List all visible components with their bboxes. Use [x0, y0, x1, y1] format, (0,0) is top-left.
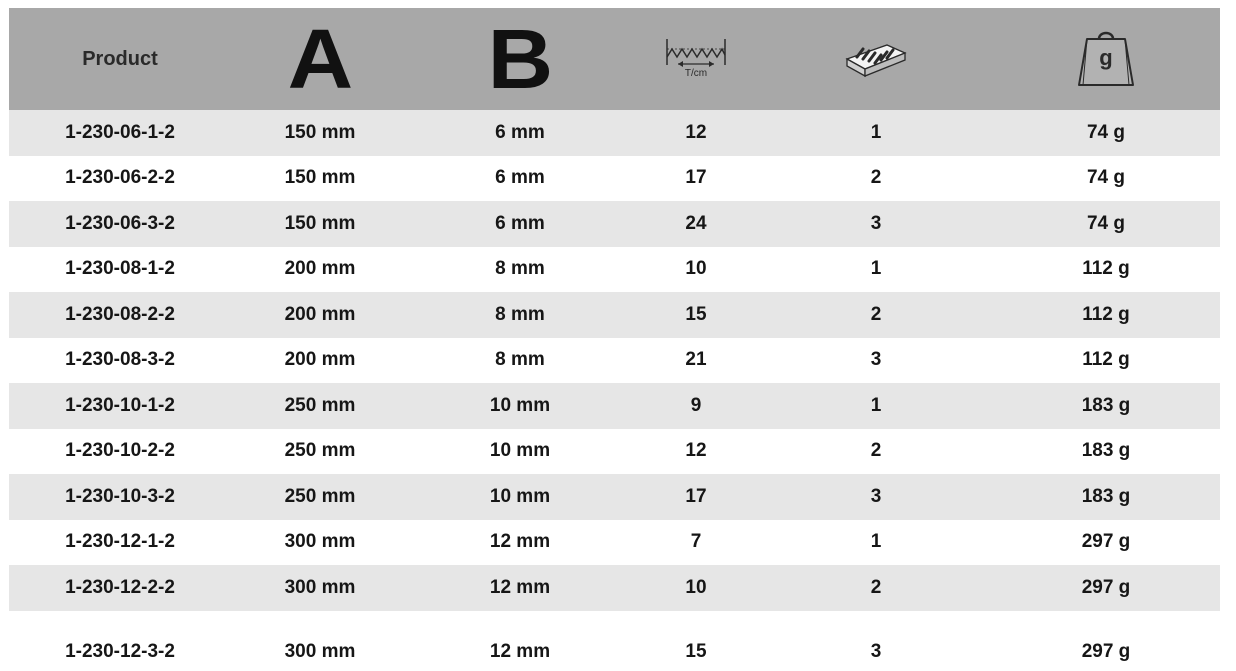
weight-cell: 112 g [1082, 349, 1130, 371]
length-a-cell: 150 mm [284, 212, 356, 234]
cut-grade-cell: 2 [870, 303, 882, 325]
length-a-cell: 200 mm [284, 349, 356, 371]
weight-cell: 297 g [1081, 640, 1131, 662]
length-a-cell: 300 mm [284, 640, 356, 662]
length-a-cell: 200 mm [284, 258, 356, 280]
cut-grade-cell: 2 [870, 576, 882, 598]
width-b-cell: 10 mm [489, 394, 551, 416]
header-a-label: A [287, 12, 353, 106]
product-code-cell: 1-230-06-3-2 [65, 212, 175, 234]
product-code-cell: 1-230-12-1-2 [65, 531, 175, 553]
product-code-cell: 1-230-10-1-2 [65, 394, 175, 416]
header-product [45, 8, 195, 110]
cut-grade-cell: 3 [870, 212, 882, 234]
product-code-cell: 1-230-08-1-2 [65, 258, 175, 280]
length-a-cell: 150 mm [284, 121, 356, 143]
teeth-per-cm-cell: 12 [685, 121, 707, 143]
weight-cell: 112 g [1082, 303, 1130, 325]
product-code-cell: 1-230-10-2-2 [65, 440, 175, 462]
table-body [9, 110, 1220, 663]
teeth-per-cm-icon [664, 35, 728, 83]
weight-cell: 183 g [1081, 394, 1131, 416]
teeth-per-cm-cell: 17 [685, 485, 707, 507]
width-b-cell: 6 mm [495, 167, 545, 189]
length-a-cell: 300 mm [284, 576, 356, 598]
header-length-a [245, 8, 395, 110]
product-code-cell: 1-230-10-3-2 [65, 485, 175, 507]
weight-cell: 74 g [1086, 121, 1126, 143]
width-b-cell: 6 mm [495, 121, 545, 143]
cut-grade-cell: 1 [870, 258, 882, 280]
length-a-cell: 250 mm [284, 394, 356, 416]
width-b-cell: 8 mm [495, 258, 545, 280]
header-cut-grade [801, 8, 951, 110]
table-row [9, 474, 1220, 520]
table-row [9, 292, 1220, 338]
product-code-cell: 1-230-12-3-2 [65, 640, 175, 662]
weight-cell: 183 g [1081, 485, 1131, 507]
cut-grade-cell: 1 [870, 394, 882, 416]
header-width-b [445, 8, 595, 110]
length-a-cell: 250 mm [284, 485, 356, 507]
weight-cell: 297 g [1081, 576, 1131, 598]
header-teeth-per-cm [621, 8, 771, 110]
table-row [9, 247, 1220, 293]
teeth-unit-label: T/cm [684, 68, 708, 79]
table-row [9, 383, 1220, 429]
cut-grade-cell: 3 [870, 640, 882, 662]
length-a-cell: 300 mm [284, 531, 356, 553]
table-row [9, 201, 1220, 247]
teeth-per-cm-cell: 10 [685, 576, 707, 598]
width-b-cell: 12 mm [489, 531, 551, 553]
width-b-cell: 10 mm [489, 485, 551, 507]
length-a-cell: 200 mm [284, 303, 356, 325]
table-row [9, 156, 1220, 202]
width-b-cell: 12 mm [489, 640, 551, 662]
cut-grade-cell: 3 [870, 485, 882, 507]
teeth-per-cm-cell: 7 [690, 531, 702, 553]
weight-cell: 74 g [1086, 167, 1126, 189]
header-weight [1031, 8, 1181, 110]
weight-cell: 112 g [1082, 258, 1130, 280]
width-b-cell: 12 mm [489, 576, 551, 598]
table-row [9, 611, 1220, 663]
header-b-label: B [487, 12, 553, 106]
length-a-cell: 250 mm [284, 440, 356, 462]
weight-icon [1075, 29, 1137, 89]
cut-grade-cell: 2 [870, 167, 882, 189]
weight-unit-label: g [1099, 45, 1113, 70]
weight-cell: 74 g [1086, 212, 1126, 234]
width-b-cell: 8 mm [495, 303, 545, 325]
table-row [9, 110, 1220, 156]
teeth-per-cm-cell: 12 [685, 440, 707, 462]
table-row [9, 520, 1220, 566]
length-a-cell: 150 mm [284, 167, 356, 189]
weight-cell: 183 g [1081, 440, 1131, 462]
teeth-per-cm-cell: 10 [685, 258, 707, 280]
header-product-label: Product [82, 47, 158, 70]
weight-cell: 297 g [1081, 531, 1131, 553]
teeth-per-cm-cell: 17 [685, 167, 707, 189]
product-code-cell: 1-230-06-1-2 [65, 121, 175, 143]
width-b-cell: 10 mm [489, 440, 551, 462]
product-spec-table [9, 8, 1220, 663]
cut-grade-cell: 1 [870, 531, 882, 553]
teeth-per-cm-cell: 15 [685, 303, 707, 325]
table-row [9, 565, 1220, 611]
product-code-cell: 1-230-12-2-2 [65, 576, 175, 598]
teeth-per-cm-cell: 24 [685, 212, 707, 234]
cut-grade-icon [843, 39, 909, 79]
teeth-per-cm-cell: 15 [685, 640, 707, 662]
table-row [9, 338, 1220, 384]
cut-grade-cell: 1 [870, 121, 882, 143]
width-b-cell: 6 mm [495, 212, 545, 234]
teeth-per-cm-cell: 9 [690, 394, 702, 416]
product-code-cell: 1-230-06-2-2 [65, 167, 175, 189]
cut-grade-cell: 3 [870, 349, 882, 371]
teeth-per-cm-cell: 21 [685, 349, 707, 371]
width-b-cell: 8 mm [495, 349, 545, 371]
cut-grade-cell: 2 [870, 440, 882, 462]
table-header [9, 8, 1220, 110]
product-code-cell: 1-230-08-2-2 [65, 303, 175, 325]
table-row [9, 429, 1220, 475]
product-code-cell: 1-230-08-3-2 [65, 349, 175, 371]
